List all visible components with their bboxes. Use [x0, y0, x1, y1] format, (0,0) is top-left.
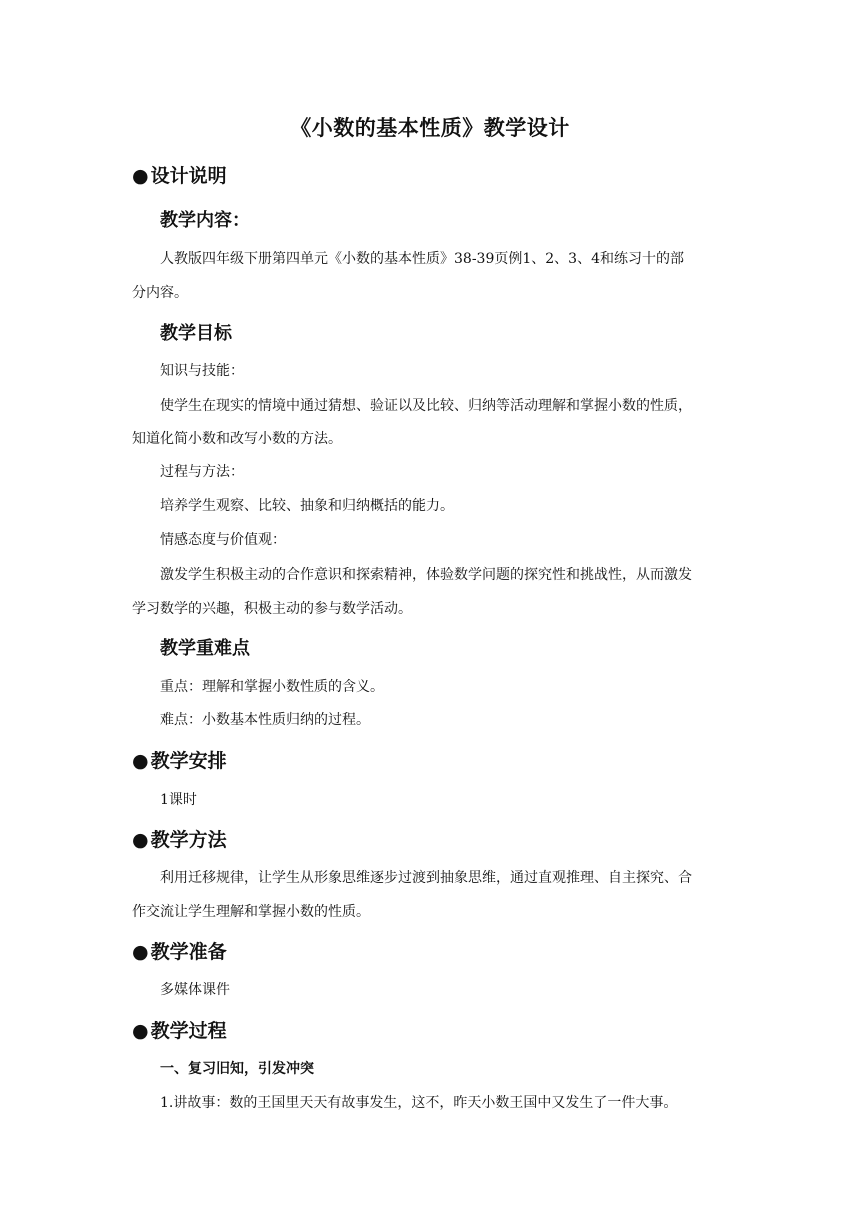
document-title: 《小数的基本性质》教学设计: [290, 116, 570, 140]
paragraph-line: 作交流让学生理解和掌握小数的性质。: [132, 904, 370, 920]
section-heading-design-notes: [132, 161, 227, 188]
subheading-teaching-content: 教学内容：: [160, 210, 250, 231]
section-heading-arrangement: [132, 746, 227, 773]
section-heading-text: 设计说明: [150, 165, 227, 187]
subheading-teaching-goals: 教学目标: [160, 323, 232, 344]
paragraph-line: 培养学生观察、比较、抽象和归纳概括的能力。: [160, 498, 454, 514]
paragraph-line: 重点：理解和掌握小数性质的含义。: [160, 679, 384, 695]
bullet-icon: ●: [132, 829, 149, 851]
paragraph-line: 分内容。: [132, 285, 188, 301]
paragraph-line: 难点：小数基本性质归纳的过程。: [160, 712, 370, 728]
paragraph-line: 1.讲故事：数的王国里天天有故事发生，这不，昨天小数王国中又发生了一件大事。: [160, 1095, 678, 1111]
bullet-icon: ●: [132, 750, 149, 772]
label-emotion-values: 情感态度与价值观：: [160, 532, 286, 548]
subheading-key-points: 教学重难点: [160, 638, 250, 659]
section-heading-text: 教学过程: [150, 1020, 227, 1042]
section-heading-preparation: [132, 937, 227, 964]
paragraph-line: 利用迁移规律，让学生从形象思维逐步过渡到抽象思维，通过直观推理、自主探究、合: [160, 870, 692, 886]
paragraph-line: 学习数学的兴趣，积极主动的参与数学活动。: [132, 601, 412, 617]
paragraph-line: 激发学生积极主动的合作意识和探索精神，体验数学问题的探究性和挑战性，从而激发: [160, 567, 692, 583]
step-heading: 一、复习旧知，引发冲突: [160, 1061, 314, 1077]
paragraph-line: 使学生在现实的情境中通过猜想、验证以及比较、归纳等活动理解和掌握小数的性质，: [160, 398, 692, 414]
paragraph-line: 知道化简小数和改写小数的方法。: [132, 431, 342, 447]
section-heading-process: [132, 1016, 227, 1043]
bullet-icon: ●: [132, 941, 149, 963]
label-process-method: 过程与方法：: [160, 464, 244, 480]
bullet-icon: ●: [132, 1020, 149, 1042]
section-heading-text: 教学方法: [150, 829, 227, 851]
paragraph-line: 人教版四年级下册第四单元《小数的基本性质》38-39页例1、2、3、4和练习十的部: [160, 251, 684, 267]
section-heading-method: [132, 825, 227, 852]
section-heading-text: 教学准备: [150, 941, 227, 963]
label-knowledge-skills: 知识与技能：: [160, 363, 244, 379]
paragraph-line: 1课时: [160, 792, 197, 808]
bullet-icon: ●: [132, 165, 149, 187]
section-heading-text: 教学安排: [150, 750, 227, 772]
paragraph-line: 多媒体课件: [160, 982, 230, 998]
